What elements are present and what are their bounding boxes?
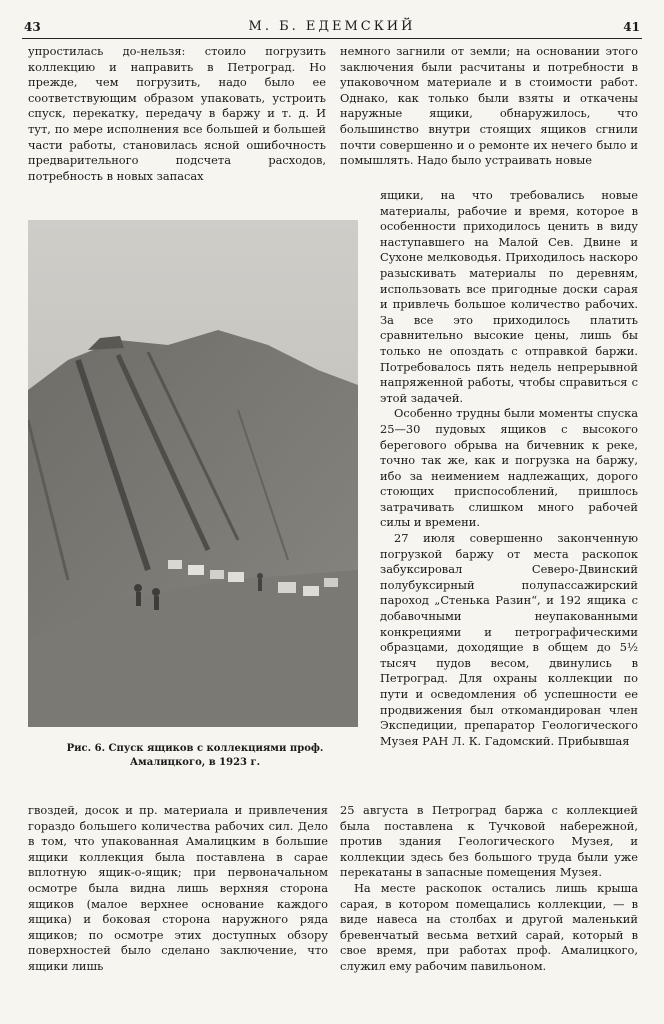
left-column-top — [28, 44, 326, 184]
right-column-bottom — [340, 803, 638, 975]
right-column-top — [340, 44, 638, 169]
paragraph: 25 августа в Петроград баржа с коллекцией была поставлена к Тучковой набережной, против здания Геологического Музея, и коллекции здесь без большого труда были уже перекатаны в запасные помещения Музея. — [340, 803, 638, 880]
page-number-left: 43 — [24, 20, 41, 34]
paragraph: гвоздей, досок и пр. материала и привлечения гораздо большего количества рабочих сил. Дело в том, что упакованная Амалицким в большие ящики коллекция была поставлена в сарае вплотную ящик-о-ящик; при первоначальном осмотре была видна лишь верхняя сторона ящиков (малое верхнее основание каждого ящика) и боковая сторона наружного ряда ящиков; по осмотре этих доступных обзору поверхностей было сделано заключение, что ящики лишь — [28, 803, 328, 973]
paragraph: упростилась до-нельзя: стоило погрузить коллекцию и направить в Петроград. Но прежде, чем погрузить, надо было ее соответствующим образом упаковать, устроить спуск, перекатку, передачу в баржу и т. д. И тут, по мере исполнения все большей и большей части работы, становилась ясной ошибочность предварительного подсчета расходов, потребность в новых запасах — [28, 44, 326, 183]
running-title: М. Б. ЕДЕМСКИЙ — [248, 19, 416, 34]
paragraph: На месте раскопок остались лишь крыша сарая, в котором помещались коллекции, — в виде навеса на столбах и другой маленький бревенчатый весьма ветхий сарай, который в свое время, при работах проф. Амалицкого, служил ему рабочим павильоном. — [340, 880, 638, 973]
left-column-bottom — [28, 803, 328, 975]
photo-slope-illustration — [28, 220, 358, 727]
paragraph: ящики, на что требовались новые материалы, рабочие и время, которое в особенности приходилось ценить в виду наступавшего на Малой Сев. Двине и Сухоне мелководья. Приходилось наскоро разыскивать материалы по деревням, использовать все пригодные доски сарая и привлечь большое количество рабочих. За все это приходилось платить сравнительно высокие цены, лишь бы только не опоздать с отправкой баржи. Потребовалось пять недель непрерывной напряженной работы, чтобы справиться с этой задачей. — [380, 188, 638, 405]
right-column-beside-figure — [380, 188, 638, 749]
photo-figure — [28, 220, 358, 727]
paragraph: немного загнили от земли; на основании этого заключения были расчитаны и потребности в упаковочном материале и в стоимости работ. Однако, как только были взяты и откачены наружные ящики, обнаружилось, что большинство внутри стоящих ящиков сгнили почти совершенно и о ремонте их нечего было и помышлять. Надо было устраивать новые — [340, 44, 638, 168]
page-number-right: 41 — [623, 20, 640, 34]
running-header — [22, 18, 642, 39]
figure-caption: Рис. 6. Спуск ящиков с коллекциями проф. Амалицкого, в 1923 г. — [66, 743, 324, 768]
paragraph: Особенно трудны были моменты спуска 25—30 пудовых ящиков с высокого берегового обрыва на бичевник к реке, точно так же, как и погрузка на баржу, ибо за неимением надлежащих, дорого стоющих приспособлений, пришлось затрачивать слишком много рабочей силы и времени. — [380, 406, 638, 530]
paragraph: 27 июля совершенно законченную погрузкой баржу от места раскопок забуксировал Северо-Двинский полубуксирный полупассажирский пароход „Стенька Разин“, и 192 ящика с добавочными неупакованными конкрециями и петрографическими образцами, доходящие в общем до 5½ тысяч пудов весом, двинулись в Петроград. Для охраны коллекции по пути и осведомления об успешности ее продвижения был откомандирован член Экспедиции, препаратор Геологического Музея РАН Л. К. Гадомский. Прибывшая — [380, 531, 638, 748]
